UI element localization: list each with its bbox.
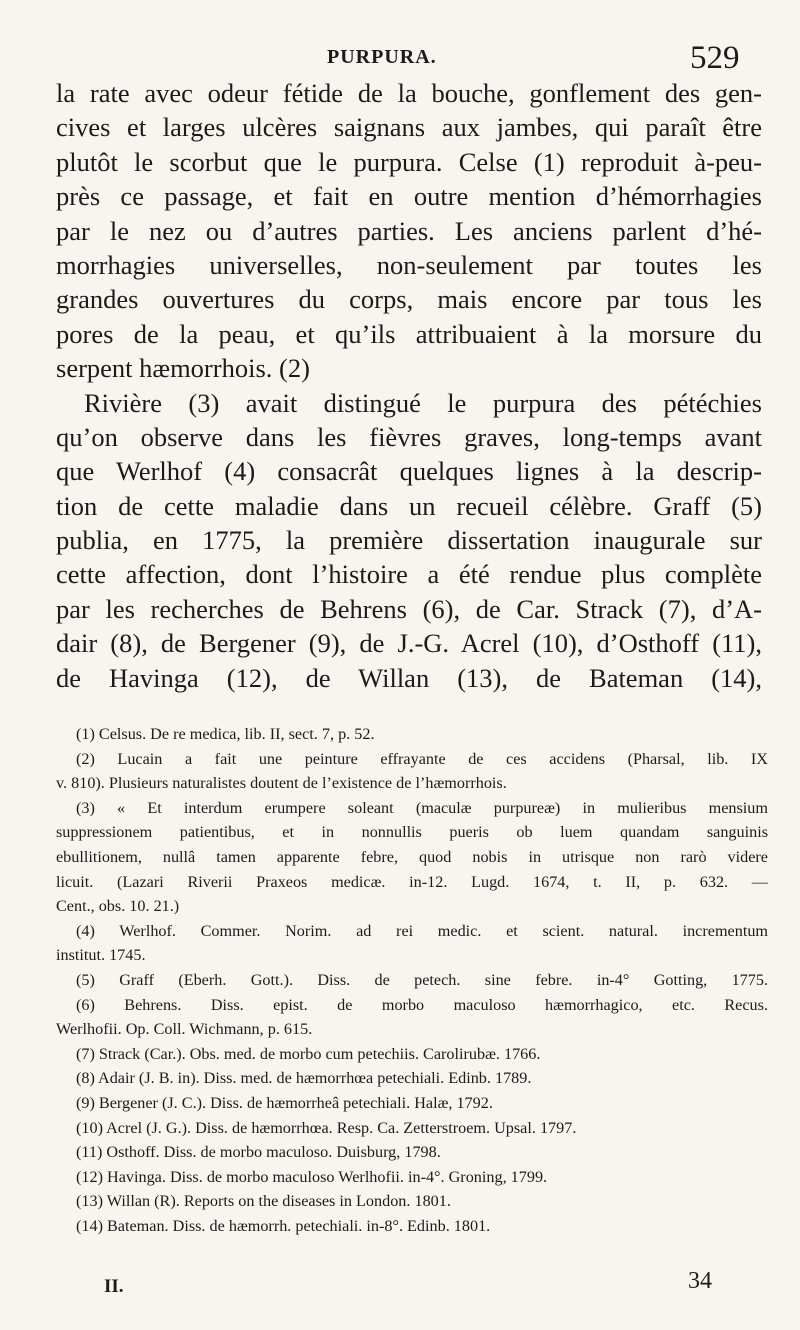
body-line: cette affection, dont l’histoire a été rendue plus complète (56, 559, 762, 590)
page-number: 529 (690, 40, 740, 76)
body-line: pores de la peau, et qu’ils attribuaient à la morsure du (56, 318, 762, 349)
body-line: serpent hæmorrhois. (2) (56, 353, 310, 384)
footnote-line: (4) Werlhof. Commer. Norim. ad rei medic. et scient. natural. incrementum (76, 921, 768, 940)
footnote-line: (6) Behrens. Diss. epist. de morbo maculoso hæmorrhagico, etc. Recus. (76, 995, 768, 1014)
footnote-line: (2) Lucain a fait une peinture effrayante de ces accidens (Pharsal, lib. IX (76, 749, 768, 768)
footnote-line: (10) Acrel (J. G.). Diss. de hæmorrhœa. Resp. Ca. Zetterstroem. Upsal. 1797. (76, 1118, 577, 1137)
footnote-line: v. 810). Plusieurs naturalistes doutent de l’existence de l’hæmorrhois. (56, 774, 507, 793)
footnote-line: (8) Adair (J. B. in). Diss. med. de hæmorrhœa petechiali. Edinb. 1789. (76, 1069, 532, 1088)
footnote-line: ebullitionem, nullâ tamen apparente febre, quod nobis in utrisque non rarò videre (56, 847, 768, 866)
footnote-line: Werlhofii. Op. Coll. Wichmann, p. 615. (56, 1020, 313, 1039)
footnote-line: (12) Havinga. Diss. de morbo maculoso Werlhofii. in-4°. Groning, 1799. (76, 1167, 548, 1186)
footnote-line: (5) Graff (Eberh. Gott.). Diss. de petech. sine febre. in-4° Gotting, 1775. (76, 970, 768, 989)
footnote-line: (11) Osthoff. Diss. de morbo maculoso. Duisburg, 1798. (76, 1143, 441, 1162)
page-footer (0, 1268, 800, 1308)
footnote-line: licuit. (Lazari Riverii Praxeos medicæ. in-12. Lugd. 1674, t. II, p. 632. — (56, 872, 768, 891)
page-header (0, 40, 800, 80)
body-line: morrhagies universelles, non-seulement par toutes les (56, 249, 762, 280)
body-line: plutôt le scorbut que le purpura. Celse (1) reproduit à-peu- (56, 146, 762, 177)
body-line: de Havinga (12), de Willan (13), de Bateman (14), (56, 662, 762, 693)
body-line: Rivière (3) avait distingué le purpura des pétéchies (84, 387, 762, 418)
sheet-number: 34 (688, 1268, 712, 1294)
footnote-line: Cent., obs. 10. 21.) (56, 897, 180, 916)
body-line: que Werlhof (4) consacrât quelques lignes à la descrip- (56, 456, 762, 487)
footnote-line: (13) Willan (R). Reports on the diseases in London. 1801. (76, 1192, 451, 1211)
body-line: cives et larges ulcères saignans aux jambes, qui paraît être (56, 112, 762, 143)
body-line: la rate avec odeur fétide de la bouche, gonflement des gen- (56, 78, 762, 108)
signature-mark: II. (104, 1276, 124, 1297)
body-line: par les recherches de Behrens (6), de Car. Strack (7), d’A- (56, 593, 762, 624)
body-line: grandes ouvertures du corps, mais encore par tous les (56, 284, 762, 315)
footnote-line: (7) Strack (Car.). Obs. med. de morbo cum petechiis. Carolirubæ. 1766. (76, 1044, 541, 1063)
body-line: dair (8), de Bergener (9), de J.-G. Acrel (10), d’Osthoff (11), (56, 628, 762, 659)
footnote-line: (3) « Et interdum erumpere soleant (maculæ purpureæ) in mulieribus mensium (76, 798, 768, 817)
footnote-line: (1) Celsus. De re medica, lib. II, sect. 7, p. 52. (76, 725, 375, 743)
running-title: PURPURA. (327, 46, 437, 68)
footnote-line: suppressionem patientibus, et in nonnullis pueris ob luem quandam sanguinis (56, 823, 768, 842)
body-line: tion de cette maladie dans un recueil célèbre. Graff (5) (56, 490, 762, 521)
footnotes (56, 722, 768, 1238)
footnote-line: institut. 1745. (56, 946, 146, 965)
body-line: près ce passage, et fait en outre mention d’hémorrhagies (56, 181, 762, 212)
body-line: par le nez ou d’autres parties. Les anciens parlent d’hé- (56, 215, 762, 246)
body-line: publia, en 1775, la première dissertation inaugurale sur (56, 525, 762, 556)
body-line: qu’on observe dans les fièvres graves, long-temps avant (56, 421, 762, 452)
footnote-line: (14) Bateman. Diss. de hæmorrh. petechiali. in-8°. Edinb. 1801. (76, 1216, 491, 1235)
body-text (56, 76, 762, 695)
footnote-line: (9) Bergener (J. C.). Diss. de hæmorrheâ petechiali. Halæ, 1792. (76, 1093, 493, 1112)
